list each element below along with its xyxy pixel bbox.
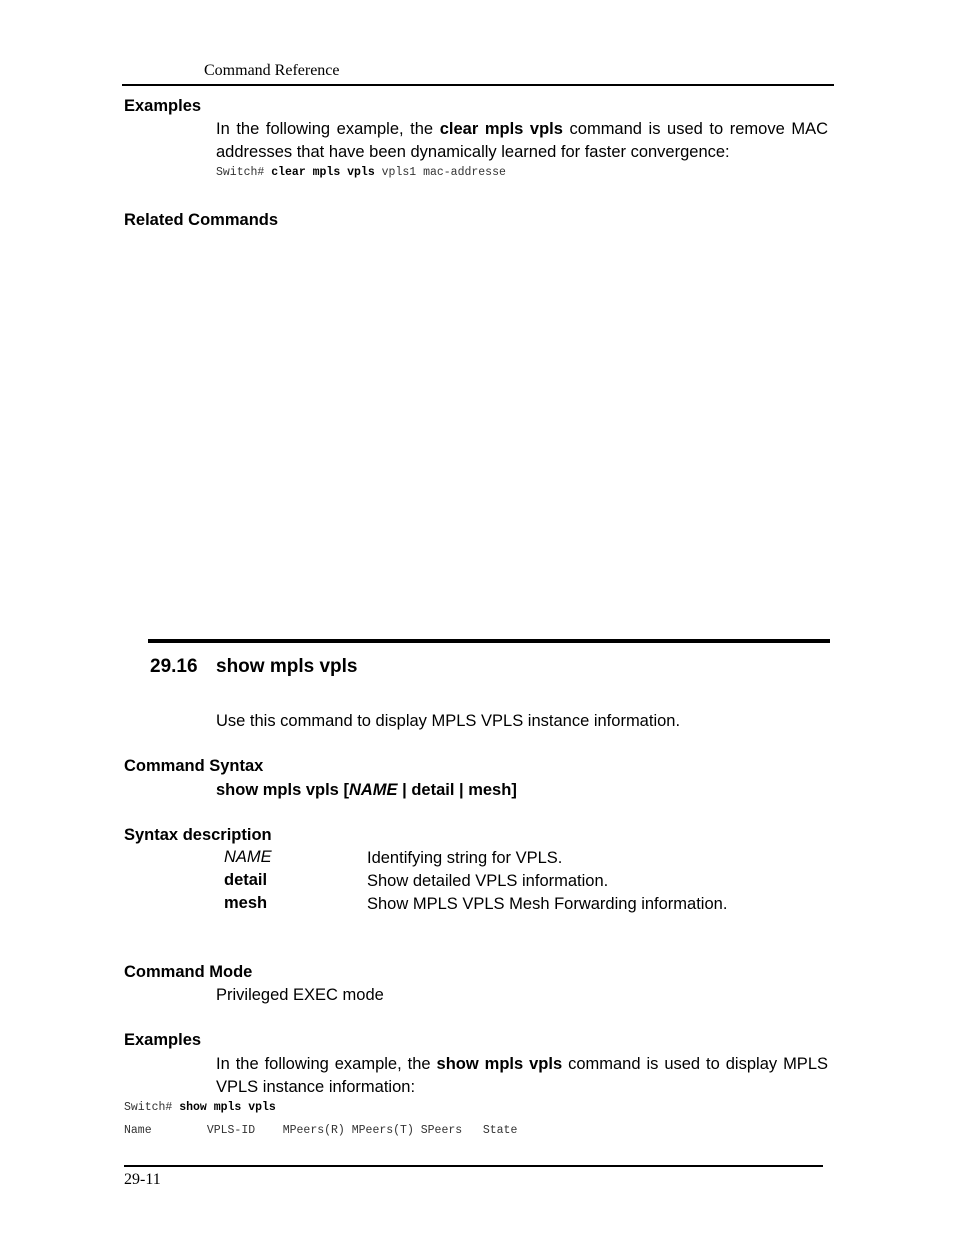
- command-mode: Privileged EXEC mode: [216, 986, 384, 1004]
- param-desc-name: Identifying string for VPLS.: [367, 849, 563, 867]
- example-paragraph-2: In the following example, the show mpls vpls command is used to display MPLS VPLS instance information:: [216, 1055, 828, 1096]
- command-syntax-heading: Command Syntax: [124, 757, 264, 775]
- command-syntax: show mpls vpls [NAME | detail | mesh]: [216, 781, 517, 799]
- param-name-detail: detail: [224, 871, 268, 889]
- footer-rule: [124, 1165, 823, 1167]
- header-rule: [122, 84, 834, 86]
- inline-command: clear mpls vpls: [439, 120, 563, 138]
- inline-command-2: show mpls vpls: [436, 1055, 563, 1073]
- examples-heading-2: Examples: [124, 1031, 202, 1049]
- param-desc-detail: Show detailed VPLS information.: [367, 872, 609, 890]
- param-name-mesh: mesh: [224, 894, 268, 912]
- code-example-2: Switch# show mpls vpls: [124, 1101, 276, 1114]
- section-rule: [148, 639, 830, 643]
- page-number: 29-11: [124, 1171, 161, 1188]
- section-name: show mpls vpls: [216, 656, 358, 677]
- example-paragraph: In the following example, the clear mpls vpls command is used to remove MAC addresses that have been dynamically learned for faster convergence:: [216, 120, 829, 161]
- examples-heading: Examples: [124, 97, 202, 115]
- param-name-name: NAME: [224, 848, 272, 866]
- related-commands-heading: Related Commands: [124, 211, 279, 229]
- param-desc-mesh: Show MPLS VPLS Mesh Forwarding information.: [367, 895, 728, 913]
- section-title: [150, 656, 357, 678]
- command-mode-heading: Command Mode: [124, 963, 253, 981]
- output-header-line: Name VPLS-ID MPeers(R) MPeers(T) SPeers State: [124, 1124, 518, 1137]
- section-description: Use this command to display MPLS VPLS instance information.: [216, 712, 681, 730]
- running-header: Command Reference: [204, 62, 340, 79]
- syntax-description-heading: Syntax description: [124, 826, 272, 844]
- code-example: Switch# clear mpls vpls vpls1 mac-addresse: [216, 166, 506, 179]
- section-number: 29.16: [150, 656, 198, 677]
